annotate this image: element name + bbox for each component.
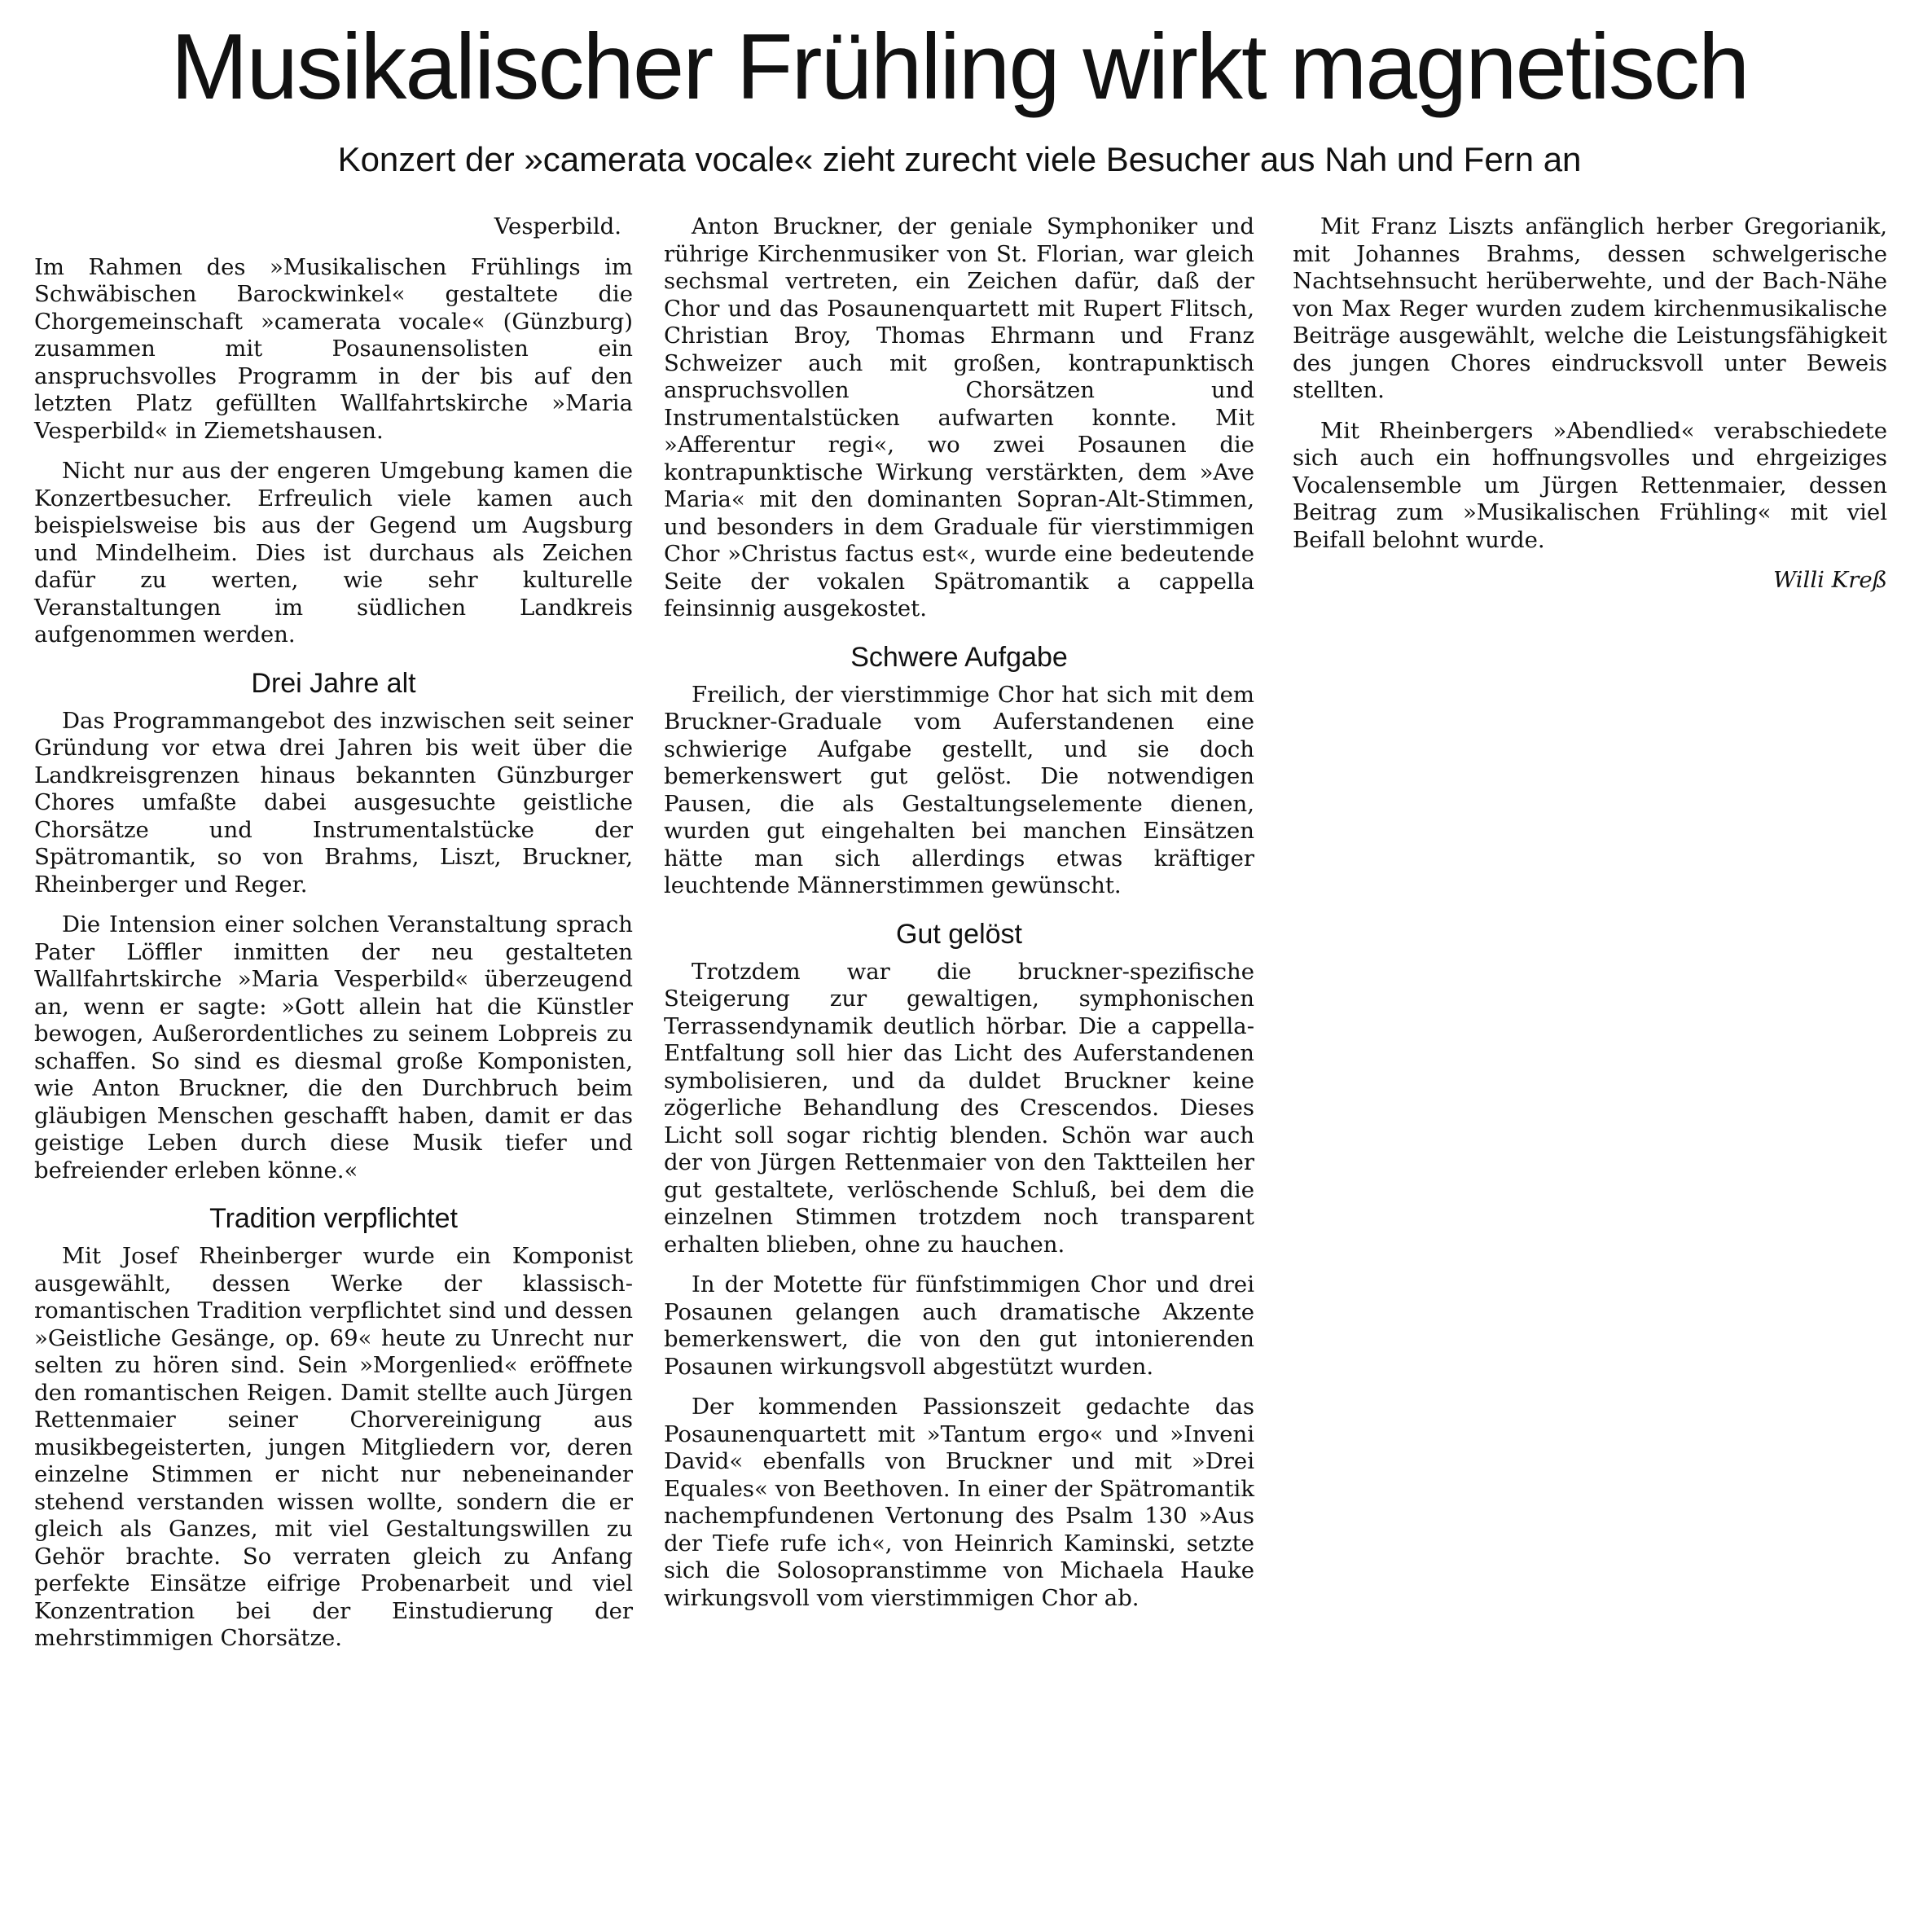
paragraph: Anton Bruckner, der geniale Symphoniker und rührige Kirchenmusiker von St. Florian, war gleich sechsmal vertreten, ein Zeichen dafür, daß der Chor und das Posaunenquartett mit Rupert Flitsch, Christian Broy, Thomas Ehrmann und Franz Schweizer auch mit großen, kontrapunktisch anspruchsvollen Chorsätzen und Instrumentalstücken aufwarten konnte. Mit »Afferentur regi«, wo zwei Posaunen die kontrapunktische Wirkung verstärkten, dem »Ave Maria« mit den dominanten Sopran-Alt-Stimmen, und besonders in dem Graduale für vierstimmigen Chor »Christus factus est«, wurde eine bedeutende Seite der vokalen Spätromantik a cappella feinsinnig ausgekostet. [664,213,1254,621]
paragraph: Das Programmangebot des inzwischen seit seiner Gründung vor etwa drei Jahren bis weit über die Landkreisgrenzen hinaus bekannten Günzburger Chores umfaßte dabei ausgesuchte geistliche Chorsätze und Instrumentalstücke der Spätromantik, so von Brahms, Liszt, Bruckner, Rheinberger und Reger. [34,707,633,898]
paragraph: Trotzdem war die bruckner-spezifische Steigerung zur gewaltigen, symphonischen Terrassendynamik deutlich hörbar. Die a cappella-Entfaltung soll hier das Licht des Auferstandenen symbolisieren, und da duldet Bruckner keine zögerliche Behandlung des Crescendos. Dieses Licht soll sogar richtig blenden. Schön war auch der von Jürgen Rettenmaier von den Taktteilen her gut gestaltete, verlöschende Schluß, bei dem die einzelnen Stimmen trotzdem noch transparent erhalten blieben, ohne zu hauchen. [664,958,1254,1258]
author-byline: Willi Kreß [1772,567,1887,593]
paragraph: Die Intension einer solchen Veranstaltung sprach Pater Löffler inmitten der neu gestalteten Wallfahrtskirche »Maria Vesperbild« überzeugend an, wenn er sagte: »Gott allein hat die Künstler bewogen, Außerordentliches zu seinem Lobpreis zu schaffen. So sind es diesmal große Komponisten, wie Anton Bruckner, die den Durchbruch beim gläubigen Menschen geschafft haben, damit er das geistige Leben durch diese Musik tiefer und befreiender erleben könne.« [34,911,633,1183]
paragraph: Mit Josef Rheinberger wurde ein Komponist ausgewählt, dessen Werke der klassisch-romantischen Tradition verpflichtet sind und dessen »Geistliche Gesänge, op. 69« heute zu Unrecht nur selten zu hören sind. Sein »Morgenlied« eröffnete den romantischen Reigen. Damit stellte auch Jürgen Rettenmaier seiner Chorvereinigung aus musikbegeisterten, jungen Mitgliedern vor, deren einzelne Stimmen er nicht nur nebeneinander stehend verstanden wissen wollte, sondern die er gleich als Ganzes, mit viel Gestaltungswillen zu Gehör brachte. So verraten gleich zu Anfang perfekte Einsätze eifrige Probenarbeit und viel Konzentration bei der Einstudierung der mehrstimmigen Chorsätze. [34,1243,633,1651]
column-3 [1293,213,1887,608]
column-1 [34,213,633,1666]
article-headline: Musikalischer Frühling wirkt magnetisch [170,15,1749,119]
article-subheadline: Konzert der »camerata vocale« zieht zurecht viele Besucher aus Nah und Fern an [337,140,1582,178]
paragraph: Freilich, der vierstimmige Chor hat sich mit dem Bruckner-Graduale vom Auferstandenen eine schwierige Aufgabe gestellt, und sie doch bemerkenswert gut gelöst. Die notwendigen Pausen, die als Gestaltungselemente dienen, wurden gut eingehalten bei manchen Einsätzen hätte man sich allerdings etwas kräftiger leuchtende Männerstimmen gewünscht. [664,681,1254,898]
paragraph: In der Motette für fünfstimmigen Chor und drei Posaunen gelangen auch dramatische Akzente bemerkenswert, die von den gut intonierenden Posaunen wirkungsvoll abgestützt wurden. [664,1271,1254,1380]
dateline: Vesperbild. [494,213,621,239]
column-2 [664,213,1254,1625]
section-heading: Schwere Aufgabe [850,641,1068,673]
paragraph: Mit Franz Liszts anfänglich herber Gregorianik, mit Johannes Brahms, dessen schwelgerische Nachtsehnsucht herüberwehte, und der Bach-Nähe von Max Reger wurden zudem kirchenmusikalische Beiträge ausgewählt, welche die Leistungsfähigkeit des jungen Chores eindrucksvoll unter Beweis stellten. [1293,213,1887,403]
section-heading: Drei Jahre alt [251,667,416,699]
paragraph: Im Rahmen des »Musikalischen Frühlings im Schwäbischen Barockwinkel« gestaltete die Chorgemeinschaft »camerata vocale« (Günzburg) zusammen mit Posaunensolisten ein anspruchsvolles Programm in der bis auf den letzten Platz gefüllten Wallfahrtskirche »Maria Vesperbild« in Ziemetshausen. [34,253,633,444]
paragraph: Der kommenden Passionszeit gedachte das Posaunenquartett mit »Tantum ergo« und »Inveni David« ebenfalls von Bruckner und mit »Drei Equales« von Beethoven. In einer der Spätromantik nachempfundenen Vertonung des Psalm 130 »Aus der Tiefe rufe ich«, von Heinrich Kaminski, setzte sich die Solosopranstimme von Michaela Hauke wirkungsvoll vom vierstimmigen Chor ab. [664,1394,1254,1611]
paragraph: Nicht nur aus der engeren Umgebung kamen die Konzertbesucher. Erfreulich viele kamen auch beispielsweise bis aus der Gegend um Augsburg und Mindelheim. Dies ist durchaus als Zeichen dafür zu werten, wie sehr kulturelle Veranstaltungen im südlichen Landkreis aufgenommen werden. [34,458,633,648]
section-heading: Gut gelöst [896,918,1022,950]
section-heading: Tradition verpflichtet [209,1203,458,1234]
paragraph: Mit Rheinbergers »Abendlied« verabschiedete sich auch ein hoffnungsvolles und ehrgeiziges Vocalensemble um Jürgen Rettenmaier, dessen Beitrag zum »Musikalischen Frühling« mit viel Beifall belohnt wurde. [1293,417,1887,553]
